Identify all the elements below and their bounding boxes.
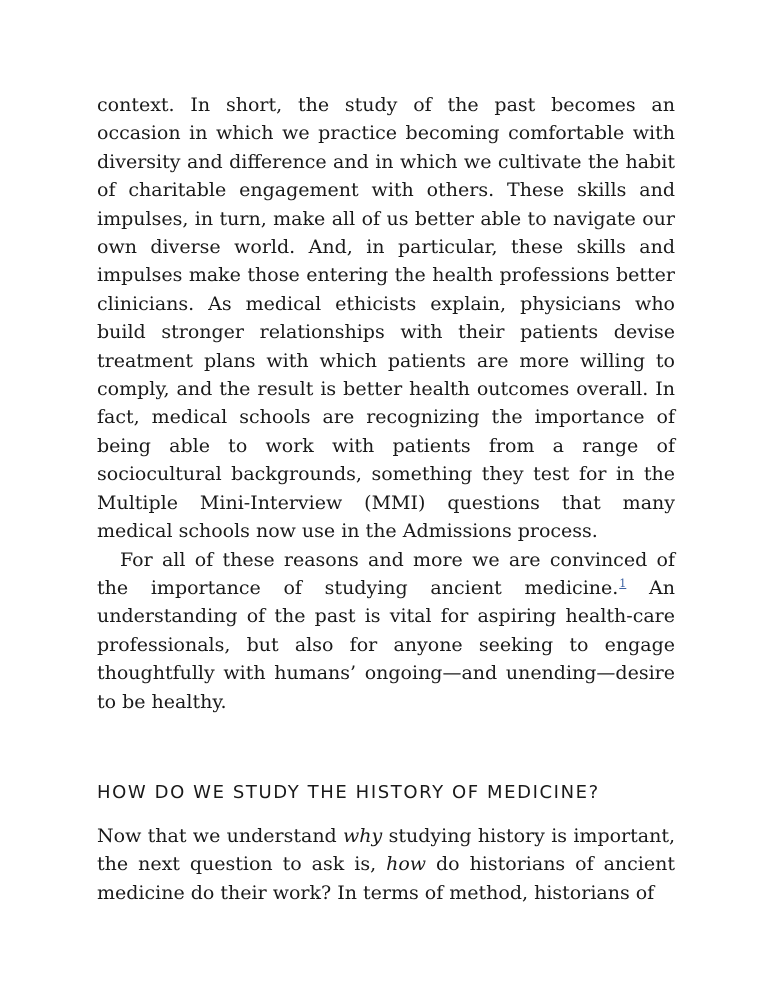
paragraph-text: An understanding of the past is vital for aspiring health-care professionals, but also for anyone seeking to engage thoughtfully with humans’ ongoing—and unending—desire to be healthy. xyxy=(97,576,675,713)
emphasis-text: how xyxy=(386,853,427,876)
body-paragraph xyxy=(97,546,675,716)
section-heading: HOW DO WE STUDY THE HISTORY OF MEDICINE? xyxy=(97,781,600,803)
emphasis-text: why xyxy=(343,824,383,847)
paragraph-text: Now that we understand xyxy=(97,824,344,847)
footnote-link[interactable]: 1 xyxy=(619,576,627,590)
body-paragraph xyxy=(97,822,675,907)
paragraph-text: do historians of ancient medicine do their work? In terms of method, historians of xyxy=(97,853,675,904)
body-paragraph: context. In short, the study of the past becomes an occasion in which we practice becoming comfortable with diversity and difference and in which we cultivate the habit of charitable engagement with others. These skills and impulses, in turn, make all of us better able to navigate our own diverse world. And, in particular, these skills and impulses make those entering the health professions better clinicians. As medical ethicists explain, physicians who build stronger relationships with their patients devise treatment plans with which patients are more willing to comply, and the result is better health outcomes overall. In fact, medical schools are recognizing the importance of being able to work with patients from a range of sociocultural backgrounds, something they test for in the Multiple Mini-Interview (MMI) questions that many medical schools now use in the Admissions process. xyxy=(97,94,675,543)
page-content xyxy=(97,91,675,907)
paragraph-text: For all of these reasons and more we are convinced of the importance of studying ancient medicine. xyxy=(97,548,675,599)
paragraph-text: studying history is important, the next question to ask is, xyxy=(97,824,676,876)
